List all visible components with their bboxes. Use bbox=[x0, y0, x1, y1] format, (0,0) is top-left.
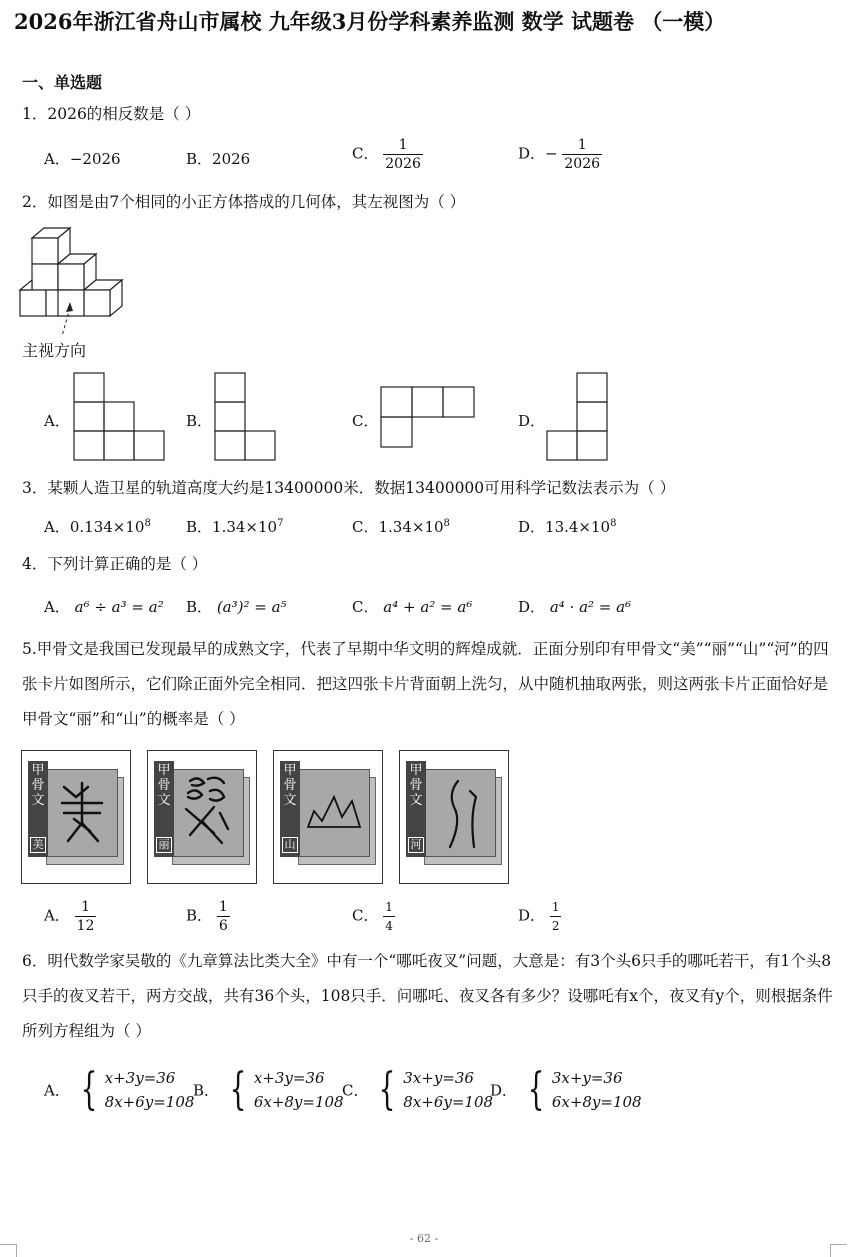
section-heading: 一、单选题 bbox=[22, 73, 103, 92]
question-6-stem: 6．明代数学家吴敬的《九章算法比类大全》中有一个“哪吒夜叉”问题，大意是：有3个头6只手的哪吒若干，有1个头8只手的夜叉若干，两方交战，共有36个头，108只手．问哪吒、夜叉各有多少？设哪吒有x个，夜叉有y个，则根据条件所列方程组为（ ） bbox=[22, 952, 833, 1040]
q3-option-a[interactable]: A．$0.134\times 10^8$ bbox=[44, 518, 151, 536]
question-1-stem: 1．2026的相反数是（ ） bbox=[22, 105, 201, 123]
q2-option-a-figure[interactable] bbox=[73, 372, 165, 462]
card-he: 甲骨文 河 bbox=[399, 750, 509, 884]
fraction: $\frac{1}{2026}$ bbox=[385, 137, 421, 172]
q1-option-b[interactable]: B．2026 bbox=[186, 150, 251, 168]
page-number: - 62 - bbox=[409, 1232, 439, 1245]
oracle-glyph-mei bbox=[54, 779, 110, 849]
fraction: $\frac{1}{2026}$ bbox=[564, 137, 601, 172]
card-mei: 甲骨文 美 bbox=[21, 750, 131, 884]
q5-option-a[interactable]: A． $\frac{1}{12}$ bbox=[44, 899, 95, 934]
q2-option-b-figure[interactable] bbox=[214, 372, 276, 462]
q3-option-d[interactable]: D．$13.4\times 10^8$ bbox=[518, 518, 617, 536]
question-2-stem: 2．如图是由7个相同的小正方体搭成的几何体，其左视图为（ ） bbox=[22, 193, 466, 211]
question-4-stem: 4．下列计算正确的是（ ） bbox=[22, 555, 208, 573]
q2-option-d-label[interactable]: D． bbox=[518, 412, 546, 430]
question-5-stem: 5.甲骨文是我国已发现最早的成熟文字，代表了早期中华文明的辉煌成就．正面分别印有甲骨文“美”“丽”“山”“河”的四张卡片如图所示，它们除正面外完全相同．把这四张卡片背面朝上洗匀，从中随机抽取两张，则这两张卡片正面恰好是甲骨文“丽”和“山”的概率是（ ） bbox=[22, 640, 829, 728]
q4-option-c[interactable]: C． a⁴ + a² = a⁶ bbox=[352, 598, 473, 616]
q1-option-c[interactable]: C． $\frac{1}{2026}$ bbox=[352, 137, 421, 172]
q3-option-b[interactable]: B．$1.34\times 10^7$ bbox=[186, 518, 284, 536]
oracle-glyph-li bbox=[180, 773, 236, 851]
question-3-stem: 3．某颗人造卫星的轨道高度大约是13400000米．数据13400000可用科学记数法表示为（ ） bbox=[22, 479, 676, 497]
card-li: 甲骨文 丽 bbox=[147, 750, 257, 884]
q2-option-c-label[interactable]: C． bbox=[352, 412, 379, 430]
q1-option-d[interactable]: D．− $\frac{1}{2026}$ bbox=[518, 137, 601, 172]
q5-option-d[interactable]: D． $\frac{1}{2}$ bbox=[518, 900, 560, 933]
oracle-glyph-shan bbox=[306, 791, 364, 831]
q3-option-c[interactable]: C．$1.34\times 10^8$ bbox=[352, 518, 450, 536]
q2-option-c-figure[interactable] bbox=[380, 386, 476, 450]
q1-option-a[interactable]: A．−2026 bbox=[44, 150, 121, 168]
q2-option-b-label[interactable]: B． bbox=[186, 412, 213, 430]
q2-option-d-figure[interactable] bbox=[546, 372, 608, 462]
card-shan: 甲骨文 山 bbox=[273, 750, 383, 884]
figure-caption: 主视方向 bbox=[22, 341, 87, 360]
q4-option-a[interactable]: A． a⁶ ÷ a³ = a² bbox=[44, 598, 164, 616]
cube-solid-figure bbox=[18, 226, 128, 338]
q6-option-b[interactable]: B． { x+3y=36 6x+8y=108 bbox=[193, 1064, 344, 1115]
q6-option-a[interactable]: A． { x+3y=36 8x+6y=108 bbox=[44, 1064, 195, 1115]
oracle-glyph-he bbox=[434, 777, 490, 853]
q5-option-c[interactable]: C． $\frac{1}{4}$ bbox=[352, 900, 393, 933]
q5-option-b[interactable]: B． $\frac{1}{6}$ bbox=[186, 899, 228, 934]
q2-option-a-label[interactable]: A． bbox=[44, 412, 70, 430]
exam-title: 2026年浙江省舟山市属校 九年级3月份学科素养监测 数学 试题卷 （一模） bbox=[14, 9, 726, 34]
q4-option-d[interactable]: D． a⁴ · a² = a⁶ bbox=[518, 598, 632, 616]
page-corner-left bbox=[0, 1244, 17, 1257]
q4-option-b[interactable]: B． (a³)² = a⁵ bbox=[186, 598, 287, 616]
q6-option-d[interactable]: D． { 3x+y=36 6x+8y=108 bbox=[490, 1064, 642, 1115]
q6-option-c[interactable]: C． { 3x+y=36 8x+6y=108 bbox=[342, 1064, 494, 1115]
page-corner-right bbox=[830, 1244, 847, 1257]
